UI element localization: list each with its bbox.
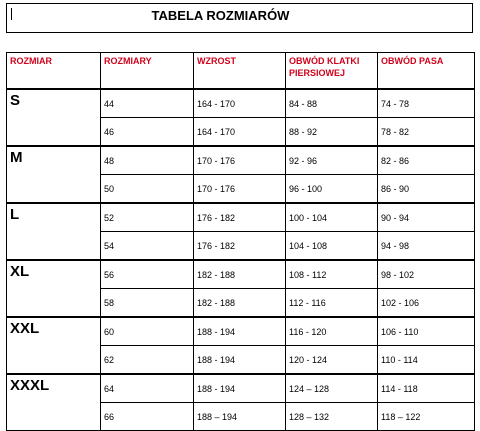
cell-obwod-pasa: 86 - 90 [378, 175, 475, 204]
cell-obwod-pasa: 106 - 110 [378, 317, 475, 346]
cell-obwod-klatki: 120 - 124 [286, 346, 378, 375]
cell-wzrost: 188 - 194 [194, 317, 286, 346]
size-label: XL [7, 260, 101, 317]
cell-obwod-pasa: 82 - 86 [378, 146, 475, 175]
size-label: XXXL [7, 374, 101, 431]
title-box [6, 3, 473, 33]
cell-obwod-pasa: 98 - 102 [378, 260, 475, 289]
size-label: L [7, 203, 101, 260]
cell-obwod-klatki: 124 – 128 [286, 374, 378, 403]
cell-rozmiary: 58 [101, 289, 194, 318]
table-row [7, 260, 475, 289]
cell-obwod-klatki: 104 - 108 [286, 232, 378, 261]
cell-obwod-pasa: 94 - 98 [378, 232, 475, 261]
cell-rozmiary: 48 [101, 146, 194, 175]
cell-obwod-pasa: 110 - 114 [378, 346, 475, 375]
cell-wzrost: 176 - 182 [194, 232, 286, 261]
cell-obwod-klatki: 84 - 88 [286, 89, 378, 118]
cell-wzrost: 170 - 176 [194, 175, 286, 204]
cell-obwod-pasa: 74 - 78 [378, 89, 475, 118]
cell-rozmiary: 52 [101, 203, 194, 232]
cell-obwod-pasa: 90 - 94 [378, 203, 475, 232]
cell-obwod-klatki: 128 – 132 [286, 403, 378, 431]
cell-rozmiary: 54 [101, 232, 194, 261]
header-obwod-pasa: OBWÓD PASA [378, 53, 475, 90]
cell-wzrost: 188 – 194 [194, 403, 286, 431]
cell-rozmiary: 46 [101, 118, 194, 147]
cell-obwod-pasa: 114 - 118 [378, 374, 475, 403]
header-rozmiary: ROZMIARY [101, 53, 194, 90]
table-row [7, 374, 475, 403]
cell-wzrost: 182 - 188 [194, 289, 286, 318]
table-row [7, 317, 475, 346]
header-rozmiar: ROZMIAR [7, 53, 101, 90]
cell-wzrost: 176 - 182 [194, 203, 286, 232]
cell-rozmiary: 44 [101, 89, 194, 118]
cell-wzrost: 188 - 194 [194, 374, 286, 403]
cell-obwod-pasa: 102 - 106 [378, 289, 475, 318]
table-header-row [7, 53, 475, 90]
cell-rozmiary: 66 [101, 403, 194, 431]
cell-obwod-klatki: 112 - 116 [286, 289, 378, 318]
table-row [7, 203, 475, 232]
table-row [7, 89, 475, 118]
cell-rozmiary: 62 [101, 346, 194, 375]
size-label: M [7, 146, 101, 203]
cell-wzrost: 188 - 194 [194, 346, 286, 375]
header-wzrost: WZROST [194, 53, 286, 90]
cell-rozmiary: 56 [101, 260, 194, 289]
header-obwod-klatki: OBWÓD KLATKI PIERSIOWEJ [286, 53, 378, 90]
size-label: S [7, 89, 101, 146]
page-title: TABELA ROZMIARÓW [151, 8, 290, 23]
table-row [7, 146, 475, 175]
cell-obwod-klatki: 100 - 104 [286, 203, 378, 232]
cell-rozmiary: 50 [101, 175, 194, 204]
size-label: XXL [7, 317, 101, 374]
cell-wzrost: 164 - 170 [194, 89, 286, 118]
table-body [7, 89, 475, 431]
cell-obwod-pasa: 78 - 82 [378, 118, 475, 147]
cell-obwod-klatki: 96 - 100 [286, 175, 378, 204]
size-table [6, 52, 475, 431]
cell-wzrost: 182 - 188 [194, 260, 286, 289]
cell-obwod-klatki: 92 - 96 [286, 146, 378, 175]
cell-obwod-klatki: 116 - 120 [286, 317, 378, 346]
cell-obwod-klatki: 88 - 92 [286, 118, 378, 147]
cell-obwod-pasa: 118 – 122 [378, 403, 475, 431]
cell-rozmiary: 60 [101, 317, 194, 346]
cell-wzrost: 170 - 176 [194, 146, 286, 175]
cell-obwod-klatki: 108 - 112 [286, 260, 378, 289]
cell-rozmiary: 64 [101, 374, 194, 403]
cell-wzrost: 164 - 170 [194, 118, 286, 147]
